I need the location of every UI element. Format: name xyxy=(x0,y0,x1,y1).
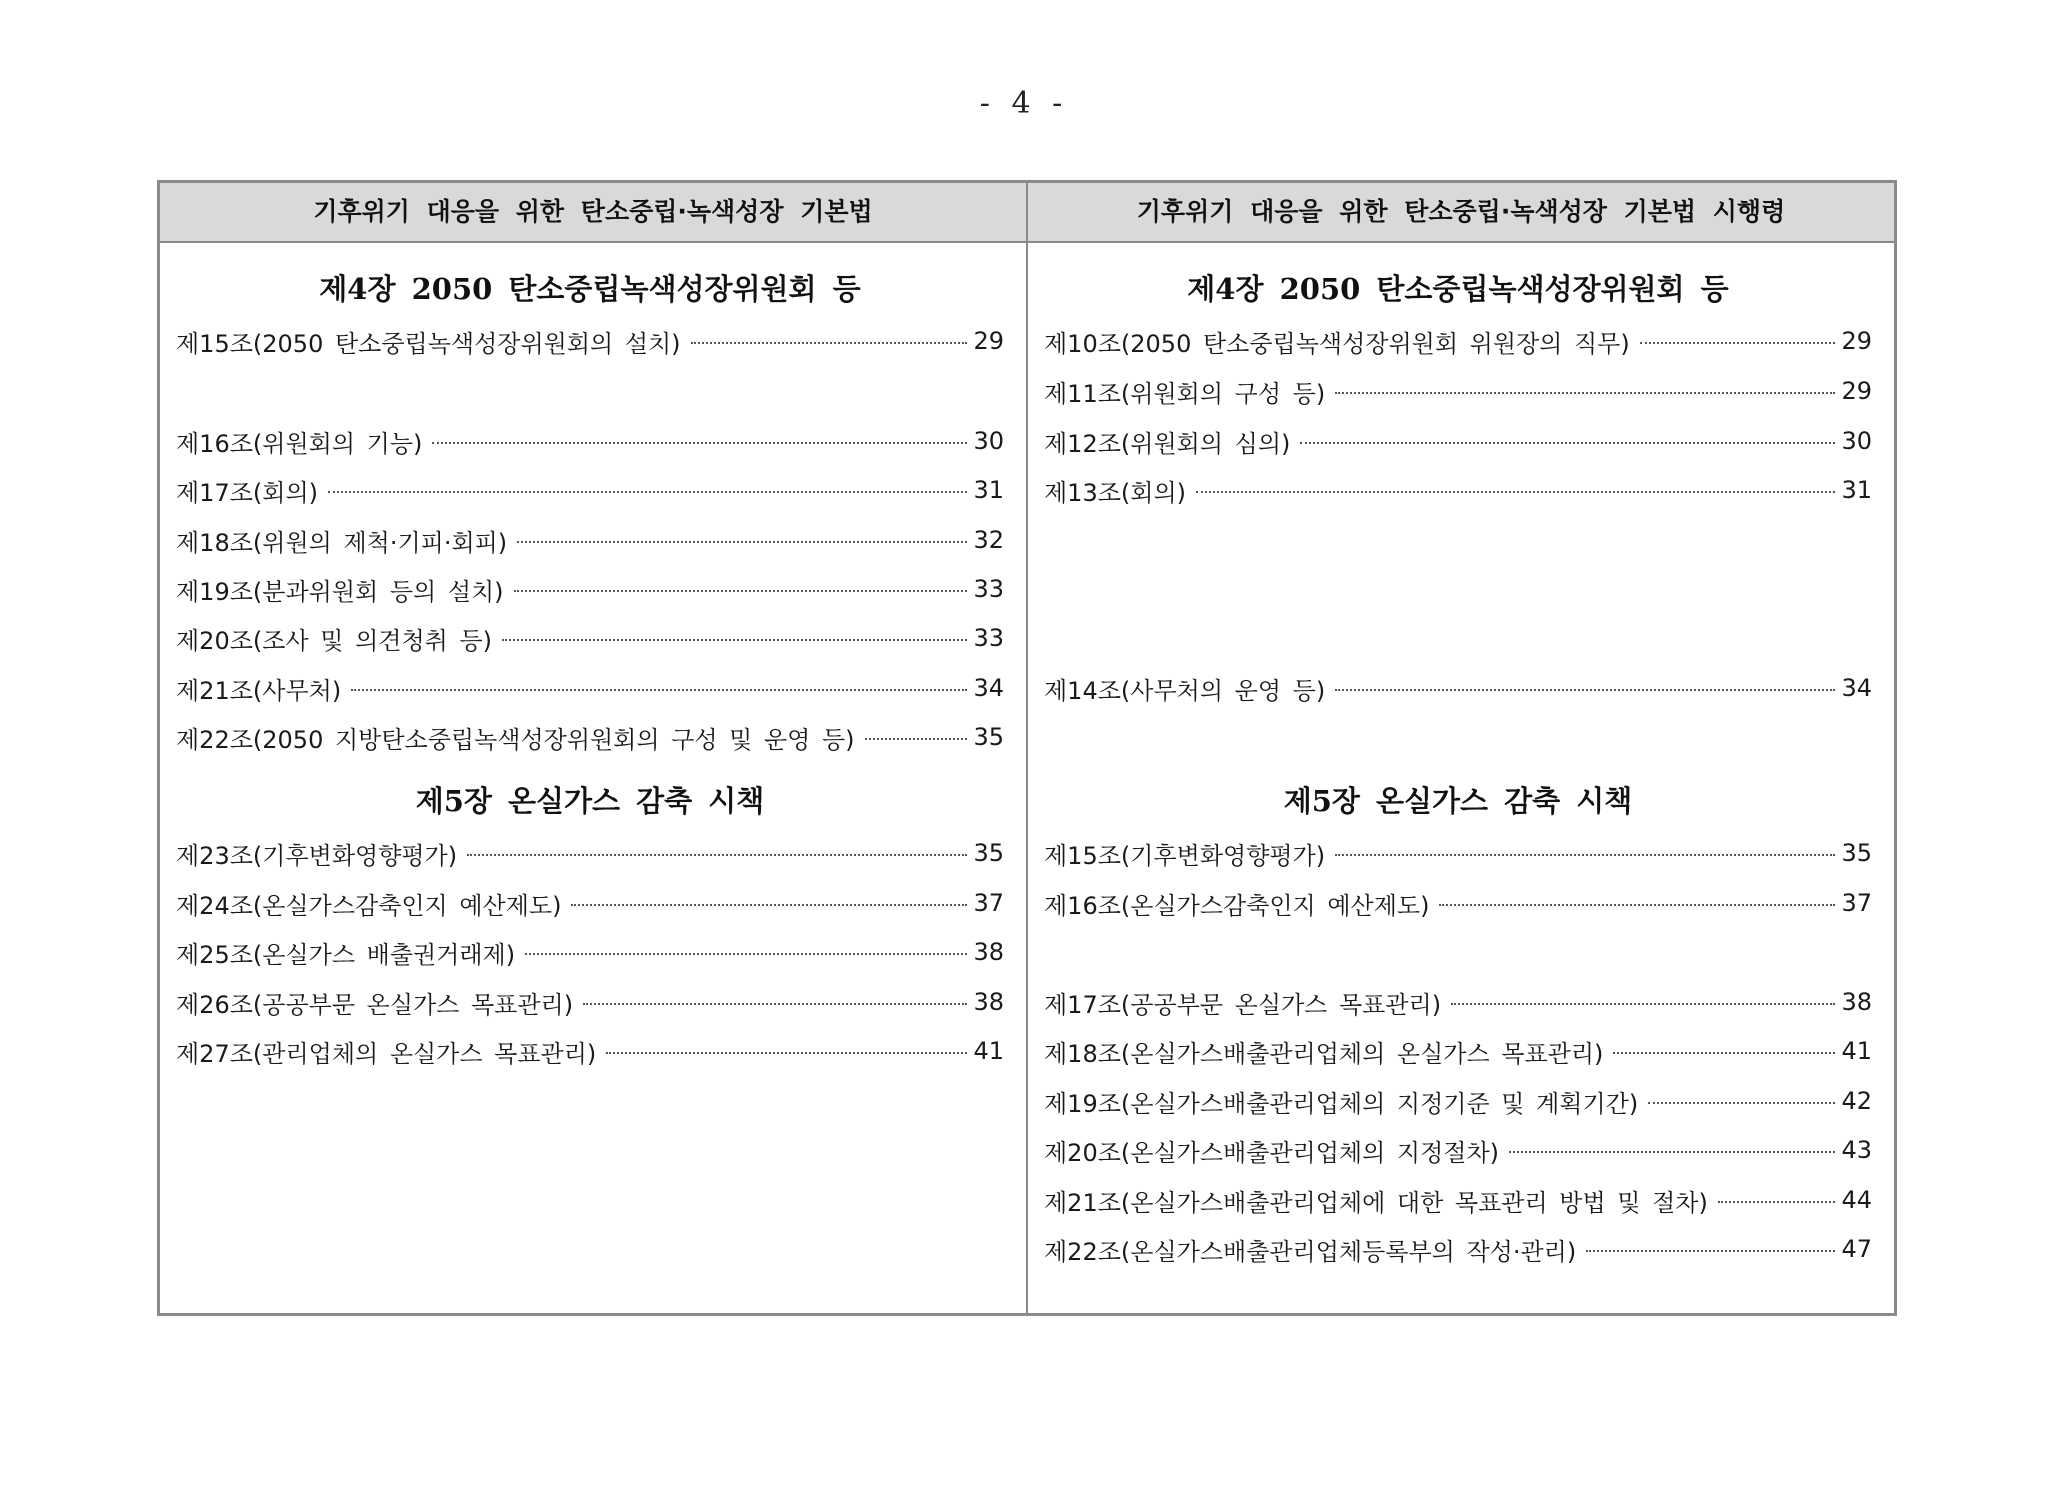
toc-entry[interactable] xyxy=(176,1031,1004,1071)
entry-page: 35 xyxy=(973,839,1004,867)
entry-page: 47 xyxy=(1841,1235,1872,1263)
toc-entry[interactable] xyxy=(176,569,1004,609)
entry-title: 제12조(위원회의 심의) xyxy=(1044,429,1291,458)
dot-leader xyxy=(502,639,967,641)
entry-title: 제17조(공공부문 온실가스 목표관리) xyxy=(1044,990,1442,1019)
entry-title: 제24조(온실가스감축인지 예산제도) xyxy=(176,891,562,920)
entry-page: 33 xyxy=(973,575,1004,603)
toc-entry[interactable] xyxy=(1044,668,1872,708)
entry-page: 38 xyxy=(1841,988,1872,1016)
dot-leader xyxy=(514,590,968,592)
entry-title: 제13조(회의) xyxy=(1044,478,1187,507)
entry-page: 30 xyxy=(973,427,1004,455)
entry-title: 제15조(2050 탄소중립녹색성장위원회의 설치) xyxy=(176,329,681,358)
dot-leader xyxy=(1300,442,1835,444)
entry-title: 제25조(온실가스 배출권거래제) xyxy=(176,940,516,969)
entry-page: 32 xyxy=(973,526,1004,554)
entry-title: 제20조(온실가스배출관리업체의 지정절차) xyxy=(1044,1138,1500,1167)
toc-entry[interactable] xyxy=(176,982,1004,1022)
entry-page: 29 xyxy=(1841,377,1872,405)
entry-page: 34 xyxy=(1841,674,1872,702)
dot-leader xyxy=(432,442,967,444)
entry-page: 43 xyxy=(1841,1136,1872,1164)
toc-entry[interactable] xyxy=(1044,1130,1872,1170)
entry-title: 제17조(회의) xyxy=(176,478,319,507)
toc-entry[interactable] xyxy=(176,833,1004,873)
entry-page: 31 xyxy=(973,476,1004,504)
toc-entry[interactable] xyxy=(176,520,1004,560)
toc-entry[interactable] xyxy=(1044,1081,1872,1121)
entry-page: 38 xyxy=(973,938,1004,966)
dot-leader xyxy=(1640,342,1836,344)
entry-page: 44 xyxy=(1841,1186,1872,1214)
dot-leader xyxy=(1451,1003,1835,1005)
entry-page: 35 xyxy=(973,723,1004,751)
entry-title: 제19조(온실가스배출관리업체의 지정기준 및 계획기간) xyxy=(1044,1089,1639,1118)
dot-leader xyxy=(525,953,967,955)
entry-page: 29 xyxy=(973,327,1004,355)
toc-entry[interactable] xyxy=(1044,321,1872,361)
dot-leader xyxy=(1335,854,1835,856)
dot-leader xyxy=(1335,689,1835,691)
header-act: 기후위기 대응을 위한 탄소중립·녹색성장 기본법 xyxy=(313,197,873,226)
entry-page: 33 xyxy=(973,624,1004,652)
column-divider xyxy=(1026,183,1028,1313)
entry-page: 42 xyxy=(1841,1087,1872,1115)
dot-leader xyxy=(571,904,967,906)
toc-entry[interactable] xyxy=(1044,982,1872,1022)
entry-title: 제20조(조사 및 의견청취 등) xyxy=(176,626,492,655)
entry-page: 34 xyxy=(973,674,1004,702)
entry-title: 제22조(2050 지방탄소중립녹색성장위원회의 구성 및 운영 등) xyxy=(176,725,855,754)
entry-page: 29 xyxy=(1841,327,1872,355)
dot-leader xyxy=(1439,904,1835,906)
entry-page: 37 xyxy=(1841,889,1872,917)
entry-title: 제21조(온실가스배출관리업체에 대한 목표관리 방법 및 절차) xyxy=(1044,1188,1708,1217)
entry-title: 제16조(온실가스감축인지 예산제도) xyxy=(1044,891,1430,920)
dot-leader xyxy=(583,1003,967,1005)
toc-entry[interactable] xyxy=(176,321,1004,361)
entry-title: 제23조(기후변화영향평가) xyxy=(176,841,458,870)
toc-entry[interactable] xyxy=(176,932,1004,972)
entry-page: 38 xyxy=(973,988,1004,1016)
dot-leader xyxy=(691,342,968,344)
toc-entry[interactable] xyxy=(176,421,1004,461)
dot-leader xyxy=(1586,1250,1835,1252)
toc-entry[interactable] xyxy=(1044,421,1872,461)
dot-leader xyxy=(1196,491,1835,493)
toc-entry[interactable] xyxy=(1044,371,1872,411)
entry-title: 제10조(2050 탄소중립녹색성장위원회 위원장의 직무) xyxy=(1044,329,1630,358)
entry-title: 제22조(온실가스배출관리업체등록부의 작성·관리) xyxy=(1044,1237,1577,1266)
toc-entry[interactable] xyxy=(176,470,1004,510)
toc-entry[interactable] xyxy=(176,618,1004,658)
dot-leader xyxy=(328,491,967,493)
dot-leader xyxy=(467,854,967,856)
entry-page: 30 xyxy=(1841,427,1872,455)
toc-entry[interactable] xyxy=(1044,883,1872,923)
entry-title: 제11조(위원회의 구성 등) xyxy=(1044,379,1326,408)
page-number: - 4 - xyxy=(979,86,1069,121)
entry-page: 41 xyxy=(973,1037,1004,1065)
dot-leader xyxy=(1335,392,1835,394)
entry-title: 제14조(사무처의 운영 등) xyxy=(1044,676,1326,705)
dot-leader xyxy=(1509,1151,1835,1153)
entry-title: 제26조(공공부문 온실가스 목표관리) xyxy=(176,990,574,1019)
toc-table xyxy=(157,180,1897,1316)
toc-entry[interactable] xyxy=(1044,1180,1872,1220)
entry-page: 37 xyxy=(973,889,1004,917)
entry-page: 31 xyxy=(1841,476,1872,504)
dot-leader xyxy=(351,689,967,691)
toc-entry[interactable] xyxy=(1044,1229,1872,1269)
dot-leader xyxy=(865,738,968,740)
entry-page: 35 xyxy=(1841,839,1872,867)
chapter-heading: 제5장 온실가스 감축 시책 xyxy=(415,784,765,818)
dot-leader xyxy=(606,1052,967,1054)
chapter-heading: 제4장 2050 탄소중립녹색성장위원회 등 xyxy=(1187,272,1729,306)
entry-title: 제15조(기후변화영향평가) xyxy=(1044,841,1326,870)
chapter-heading: 제5장 온실가스 감축 시책 xyxy=(1283,784,1633,818)
entry-title: 제21조(사무처) xyxy=(176,676,342,705)
chapter-heading: 제4장 2050 탄소중립녹색성장위원회 등 xyxy=(319,272,861,306)
entry-title: 제18조(위원의 제척·기피·회피) xyxy=(176,528,508,557)
dot-leader xyxy=(1648,1102,1835,1104)
dot-leader xyxy=(517,541,967,543)
toc-entry[interactable] xyxy=(1044,833,1872,873)
entry-title: 제19조(분과위원회 등의 설치) xyxy=(176,577,504,606)
entry-title: 제16조(위원회의 기능) xyxy=(176,429,423,458)
toc-entry[interactable] xyxy=(176,668,1004,708)
toc-entry[interactable] xyxy=(1044,1031,1872,1071)
header-enforcement-decree: 기후위기 대응을 위한 탄소중립·녹색성장 기본법 시행령 xyxy=(1136,197,1786,226)
entry-page: 41 xyxy=(1841,1037,1872,1065)
toc-entry[interactable] xyxy=(176,883,1004,923)
entry-title: 제18조(온실가스배출관리업체의 온실가스 목표관리) xyxy=(1044,1039,1604,1068)
entry-title: 제27조(관리업체의 온실가스 목표관리) xyxy=(176,1039,597,1068)
dot-leader xyxy=(1718,1201,1836,1203)
toc-entry[interactable] xyxy=(176,717,1004,757)
dot-leader xyxy=(1613,1052,1835,1054)
toc-entry[interactable] xyxy=(1044,470,1872,510)
